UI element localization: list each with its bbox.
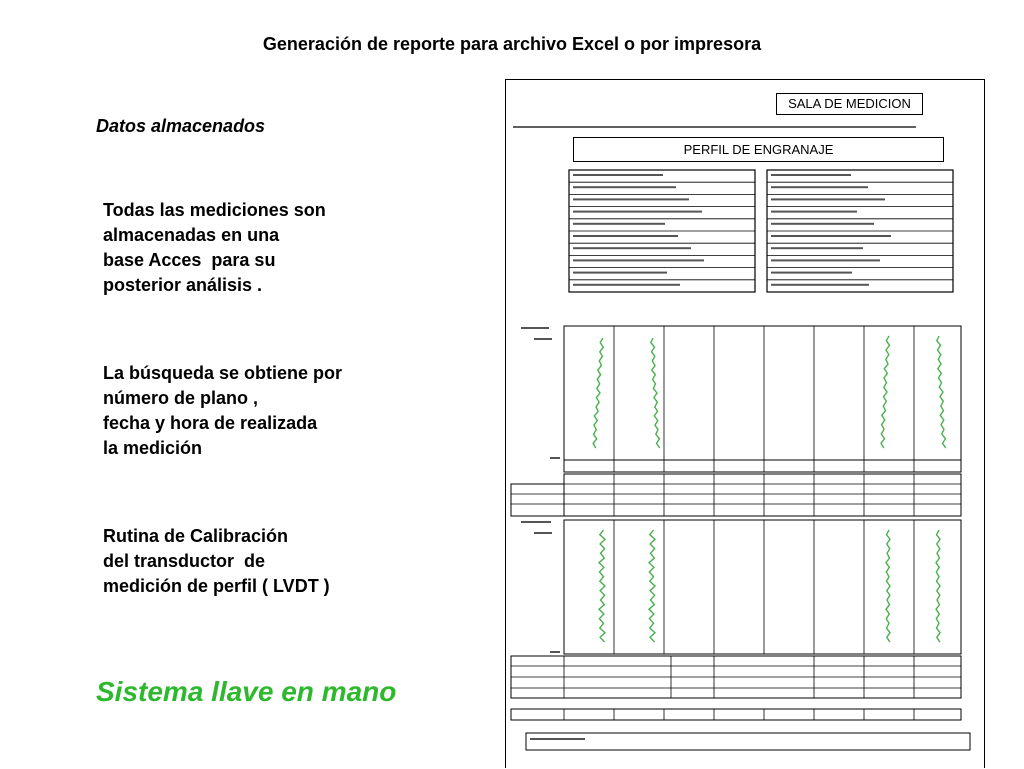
info-field-placeholder: [771, 198, 885, 200]
paragraph-line: fecha y hora de realizada: [103, 413, 318, 433]
axis-label-placeholder: [521, 521, 551, 523]
tagline: Sistema llave en mano: [96, 676, 397, 707]
paragraph-line: posterior análisis .: [103, 275, 263, 295]
profile-trace: [936, 530, 940, 642]
paragraph-line: la medición: [103, 438, 203, 458]
data-row-labels: [511, 484, 564, 516]
lower-profile-grid: [564, 520, 961, 654]
paragraph-line: Rutina de Calibración: [103, 526, 289, 546]
info-field-placeholder: [771, 223, 874, 225]
info-field-placeholder: [573, 272, 667, 274]
paragraph-line: del transductor de: [103, 551, 266, 571]
section-subheading: Datos almacenados: [96, 116, 266, 136]
summary-row: [511, 709, 961, 720]
info-field-placeholder: [573, 223, 665, 225]
paragraph-line: La búsqueda se obtiene por: [103, 363, 343, 383]
info-field-placeholder: [771, 211, 857, 213]
profile-trace: [651, 338, 660, 448]
info-field-placeholder: [771, 186, 868, 188]
profile-box-label: PERFIL DE ENGRANAJE: [573, 137, 944, 162]
upper-profile-grid: [564, 326, 961, 460]
axis-label-placeholder: [550, 651, 560, 653]
info-field-placeholder: [573, 211, 702, 213]
profile-trace: [593, 338, 603, 448]
paragraph-storage: [103, 198, 326, 298]
paragraph-line: almacenadas en una: [103, 225, 280, 245]
axis-label-placeholder: [534, 532, 552, 534]
axis-label-placeholder: [534, 338, 552, 340]
info-field-placeholder: [771, 235, 891, 237]
observations-label-placeholder: [530, 738, 585, 740]
info-field-placeholder: [573, 247, 691, 249]
profile-trace: [886, 530, 890, 642]
info-field-placeholder: [771, 247, 863, 249]
info-field-placeholder: [771, 259, 880, 261]
axis-label-placeholder: [550, 457, 560, 459]
report-preview: [505, 79, 985, 768]
upper-data-table: [564, 474, 961, 516]
paragraph-calibration: [103, 524, 330, 599]
profile-trace: [599, 530, 605, 642]
axis-label-placeholder: [521, 327, 549, 329]
info-field-placeholder: [771, 272, 852, 274]
info-field-placeholder: [573, 198, 689, 200]
info-field-placeholder: [573, 186, 676, 188]
profile-trace: [649, 530, 655, 642]
page-title: Generación de reporte para archivo Excel o por impresora: [262, 34, 762, 54]
info-field-placeholder: [573, 235, 678, 237]
report-drawing: [506, 80, 986, 769]
profile-trace: [937, 336, 946, 448]
upper-tick-row: [564, 460, 961, 472]
info-field-placeholder: [573, 259, 704, 261]
observations-box: [526, 733, 970, 750]
paragraph-line: base Acces para su: [103, 250, 276, 270]
profile-trace: [881, 336, 890, 448]
info-field-placeholder: [771, 284, 869, 286]
info-field-placeholder: [771, 174, 851, 176]
info-field-placeholder: [573, 174, 663, 176]
paragraph-line: Todas las mediciones son: [103, 200, 326, 220]
paragraph-line: número de plano ,: [103, 388, 259, 408]
info-field-placeholder: [573, 284, 680, 286]
paragraph-line: medición de perfil ( LVDT ): [103, 576, 330, 596]
paragraph-search: [103, 361, 342, 461]
header-box-label: SALA DE MEDICION: [776, 93, 923, 115]
